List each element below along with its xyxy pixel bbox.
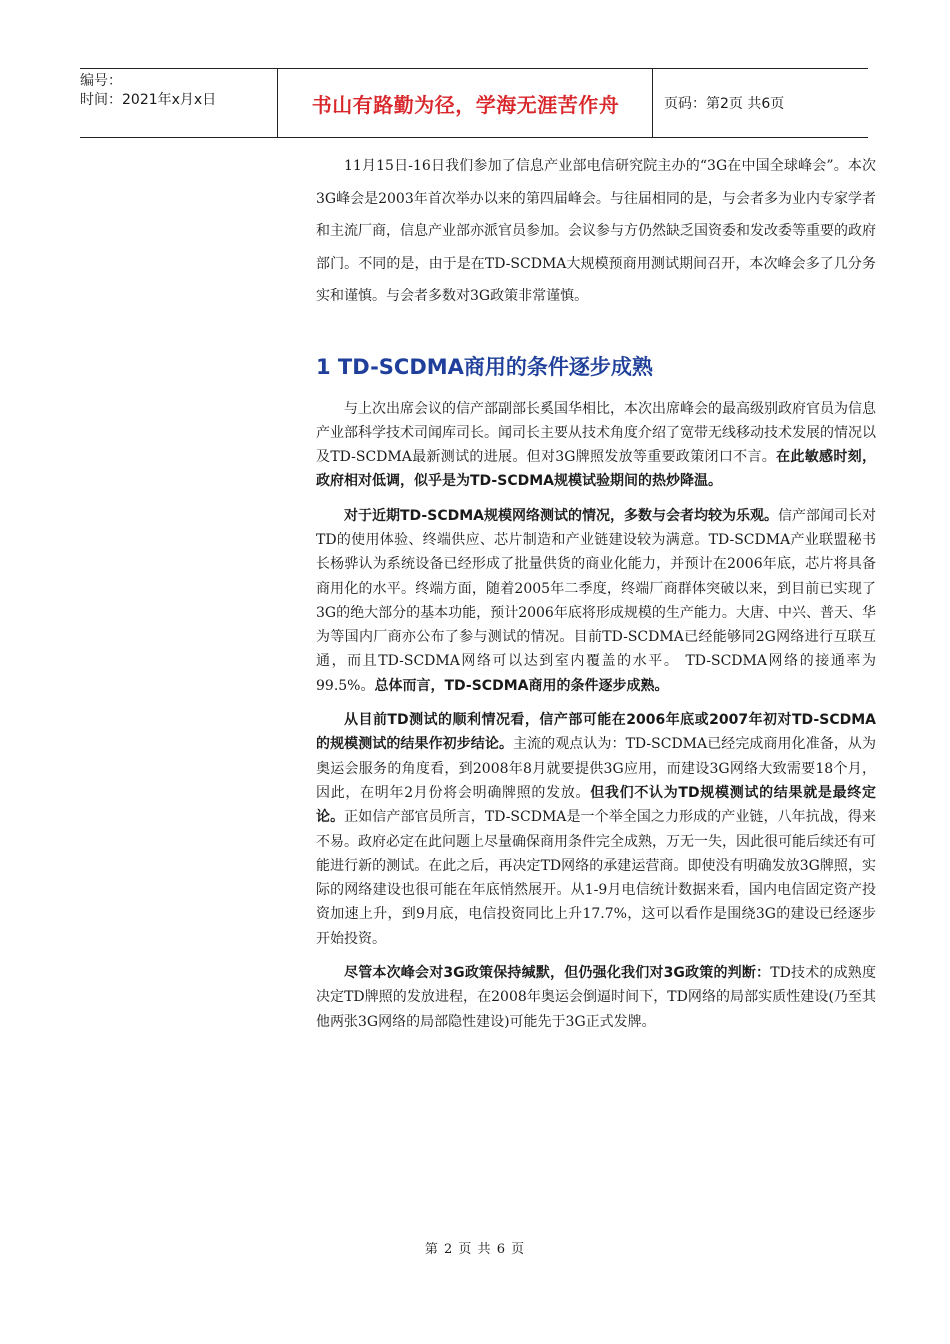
paragraph-2: 对于近期TD-SCDMA规模网络测试的情况，多数与会者均较为乐观。信产部闻司长对TD的使用体验、终端供应、芯片制造和产业链建设较为满意。TD-SCDMA产业联盟秘书长杨骅认为系统设备已经形成了批量供货的商业化能力，并预计在2006年底，芯片将具备商用化的水平。终端方面，随着2005年二季度，终端厂商群体突破以来，到目前已实现了3G的绝大部分的基本功能，预计2006年底将形成规模的生产能力。大唐、中兴、普天、华为等国内厂商亦公布了参与测试的情况。目前TD-SCDMA已经能够同2G网络进行互联互通，而且TD-SCDMA网络可以达到室内覆盖的水平。 TD-SCDMA网络的接通率为99.5%。总体而言，TD-SCDMA商用的条件逐步成熟。 (316, 507, 876, 694)
header-page-cell (664, 69, 868, 137)
doc-number-label: 编号： (80, 73, 122, 89)
page-footer: 第 2 页 共 6 页 (424, 1242, 526, 1257)
motto: 书山有路勤为径，学海无涯苦作舟 (311, 92, 620, 117)
header-table (80, 68, 868, 138)
paragraph-4: 尽管本次峰会对3G政策保持缄默，但仍强化我们对3G政策的判断：TD技术的成熟度决定TD牌照的发放进程，在2008年奥运会倒逼时间下，TD网络的局部实质性建设(乃至其他两张3G网络的局部隐性建设)可能先于3G正式发牌。 (316, 965, 877, 1030)
date-label: 时间：2021年x月x日 (80, 92, 217, 108)
header-meta (80, 69, 278, 137)
paragraph-3: 从目前TD测试的顺利情况看，信产部可能在2006年底或2007年初对TD-SCDMA的规模测试的结果作初步结论。主流的观点认为：TD-SCDMA已经完成商用化准备，从为奥运会服务的角度看，到2008年8月就要提供3G应用，而建设3G网络大致需要18个月，因此，在明年2月份将会明确牌照的发放。但我们不认为TD规模测试的结果就是最终定论。正如信产部官员所言，TD-SCDMA是一个举全国之力形成的产业链，八年抗战，得来不易。政府必定在此问题上尽量确保商用条件完全成熟，万无一失，因此很可能后续还有可能进行新的测试。在此之后，再决定TD网络的承建运营商。即使没有明确发放3G牌照，实际的网络建设也很可能在年底悄然展开。从1-9月电信统计数据来看，国内电信固定资产投资加速上升，到9月底，电信投资同比上升17.7%，这可以看作是围绕3G的建设已经逐步开始投资。 (316, 712, 877, 947)
document-body (316, 150, 876, 1034)
page-code: 页码：第2页 共6页 (664, 96, 785, 112)
header-motto-cell (279, 69, 653, 137)
section-heading: 1 TD-SCDMA商用的条件逐步成熟 (316, 354, 653, 379)
paragraph-1: 与上次出席会议的信产部副部长奚国华相比，本次出席峰会的最高级别政府官员为信息产业部科学技术司闻库司长。闻司长主要从技术角度介绍了宽带无线移动技术发展的情况以及TD-SCDMA最新测试的进展。但对3G牌照发放等重要政策闭口不言。在此敏感时刻，政府相对低调，似乎是为TD-SCDMA规模试验期间的热炒降温。 (316, 400, 876, 490)
intro-section (316, 150, 876, 313)
section-body (316, 397, 876, 1034)
intro-paragraph: 11月15日-16日我们参加了信息产业部电信研究院主办的“3G在中国全球峰会”。本次3G峰会是2003年首次举办以来的第四届峰会。与往届相同的是，与会者多为业内专家学者和主流厂商，信息产业部亦派官员参加。会议参与方仍然缺乏国资委和发改委等重要的政府部门。不同的是，由于是在TD-SCDMA大规模预商用测试期间召开，本次峰会多了几分务实和谨慎。与会者多数对3G政策非常谨慎。 (316, 158, 876, 304)
